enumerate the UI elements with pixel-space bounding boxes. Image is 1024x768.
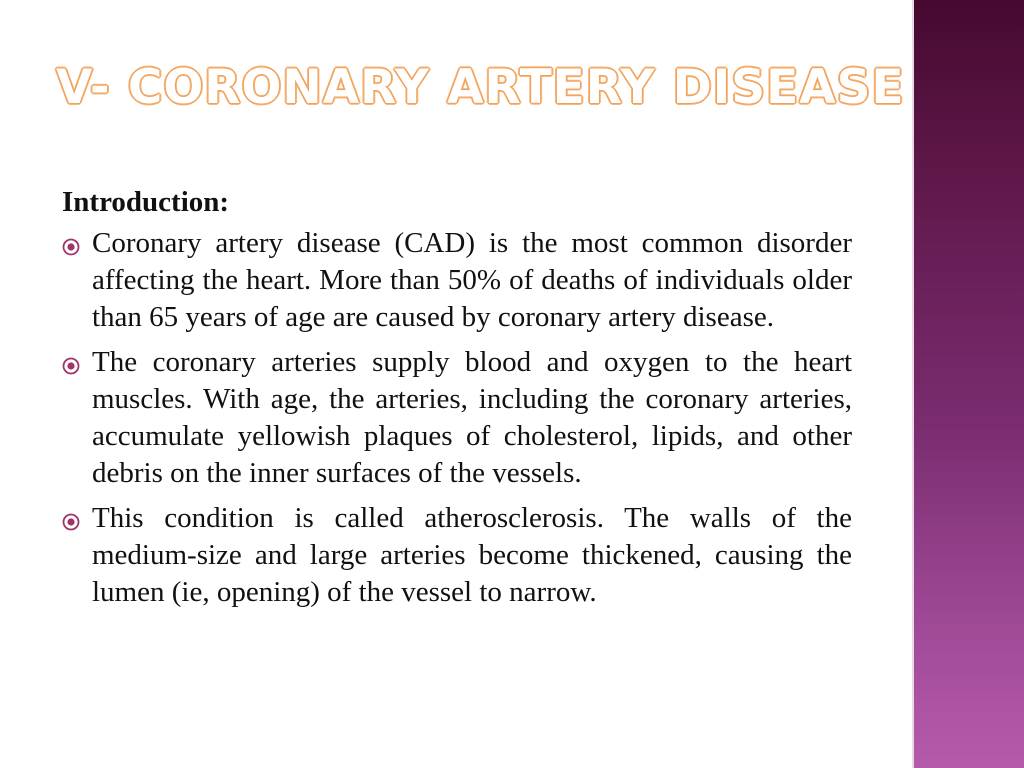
circled-dot-icon xyxy=(62,357,80,375)
bullet-text: Coronary artery disease (CAD) is the most common disorder affecting the heart. More than 50% of deaths of individuals older than 65 years of age are caused by coronary artery disease. xyxy=(92,227,852,333)
slide-body xyxy=(62,184,852,619)
bullet-item xyxy=(62,344,852,492)
intro-heading: Introduction: xyxy=(62,186,230,218)
bullet-item xyxy=(62,500,852,611)
circled-dot-icon xyxy=(62,513,80,531)
bullet-item xyxy=(62,225,852,336)
decorative-side-band xyxy=(912,0,1024,768)
bullet-text: This condition is called atherosclerosis. The walls of the medium-size and large arteries become thickened, causing the lumen (ie, opening) of the vessel to narrow. xyxy=(92,502,852,608)
slide-title: V- CORONARY ARTERY DISEASE xyxy=(56,60,905,115)
bullet-text: The coronary arteries supply blood and oxygen to the heart muscles. With age, the arteries, including the coronary arteries, accumulate yellowish plaques of cholesterol, lipids, and other debris on the inner surfaces of the vessels. xyxy=(92,346,852,489)
bullet-list xyxy=(62,225,852,611)
circled-dot-icon xyxy=(62,238,80,256)
